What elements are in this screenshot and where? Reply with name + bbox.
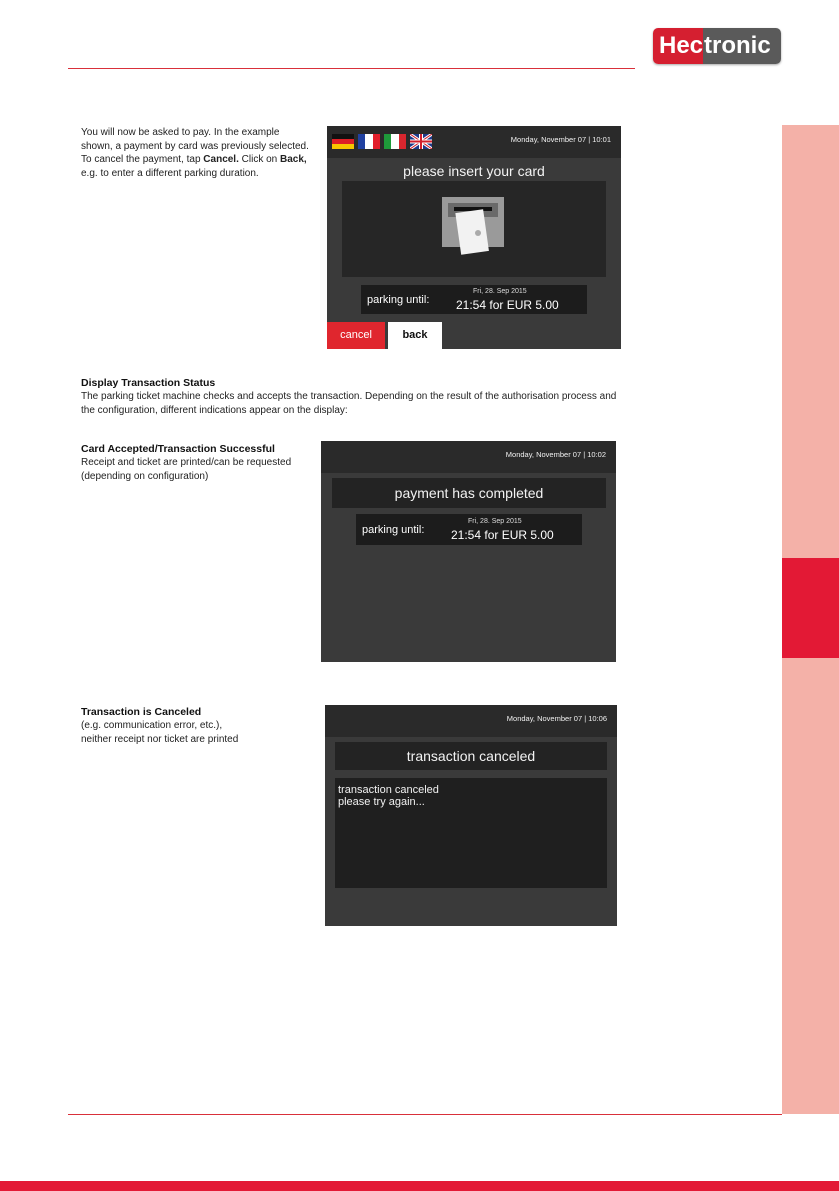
back-button[interactable]: back [388,322,442,349]
status-heading: Display Transaction Status [81,377,216,389]
intro-line: e.g. to enter a different parking duration. [81,167,259,179]
footer-rule [68,1114,782,1115]
parking-date: Fri, 28. Sep 2015 [473,288,527,295]
status-line: The parking ticket machine checks and accepts the transaction. Depending on the result of the authorisation process and [81,391,617,402]
card-reader-icon [342,181,606,277]
screen-topbar [321,441,616,473]
screenshot-insert-card [327,126,621,349]
accepted-line: Receipt and ticket are printed/can be requested [81,457,292,468]
parking-until-label: parking until: [367,294,430,306]
intro-line [81,153,321,167]
cancel-button[interactable]: cancel [327,322,385,349]
intro-text: To cancel the payment, tap [81,154,204,165]
intro-cancel-word: Cancel. [203,154,239,165]
screen-datetime: Monday, November 07 | 10:06 [506,714,607,723]
message-line: please try again... [338,796,425,808]
message-line: transaction canceled [338,784,439,796]
status-paragraph [81,390,651,417]
header-rule [68,68,635,69]
screenshot-payment-completed [321,441,616,662]
payment-completed-banner: payment has completed [332,478,606,508]
screen-topbar [325,705,617,737]
uk-flag-icon[interactable] [410,134,432,149]
hectronic-logo [653,28,781,64]
canceled-line: (e.g. communication error, etc.), [81,720,223,731]
logo-part1: Hec [653,28,703,64]
intro-text: Click on [238,154,280,165]
canceled-line: neither receipt nor ticket are printed [81,733,239,745]
french-flag-icon[interactable] [358,134,380,149]
accepted-heading: Card Accepted/Transaction Successful [81,443,275,455]
screen-datetime: Monday, November 07 | 10:02 [505,450,606,459]
chapter-tab-lower [782,658,839,1114]
parking-amount: 21:54 for EUR 5.00 [456,298,559,312]
transaction-canceled-banner: transaction canceled [335,742,607,770]
chapter-tab-upper [782,125,839,558]
card-reader-panel [342,181,606,277]
german-flag-icon[interactable] [332,134,354,149]
intro-paragraph [81,126,321,180]
language-flags [332,134,432,149]
parking-until-label: parking until: [362,524,425,536]
parking-amount: 21:54 for EUR 5.00 [451,528,554,542]
status-line: the configuration, different indications appear on the display: [81,404,348,416]
accepted-paragraph [81,456,311,483]
intro-line: shown, a payment by card was previously selected. [81,140,309,152]
canceled-heading: Transaction is Canceled [81,706,202,718]
screen-datetime: Monday, November 07 | 10:01 [510,135,611,144]
intro-back-word: Back, [280,154,307,165]
footer-bar [0,1181,839,1191]
accepted-line: (depending on configuration) [81,470,209,482]
intro-line: You will now be asked to pay. In the example [81,127,280,138]
insert-card-banner: please insert your card [403,163,545,179]
parking-until-box [361,285,587,314]
message-panel [335,778,607,888]
screenshot-transaction-canceled [325,705,617,926]
logo-part2: tronic [703,28,781,64]
screen-topbar [327,126,621,158]
italian-flag-icon[interactable] [384,134,406,149]
canceled-paragraph [81,719,311,746]
parking-until-box [356,514,582,545]
chapter-tab-active [782,558,839,658]
parking-date: Fri, 28. Sep 2015 [468,518,522,525]
